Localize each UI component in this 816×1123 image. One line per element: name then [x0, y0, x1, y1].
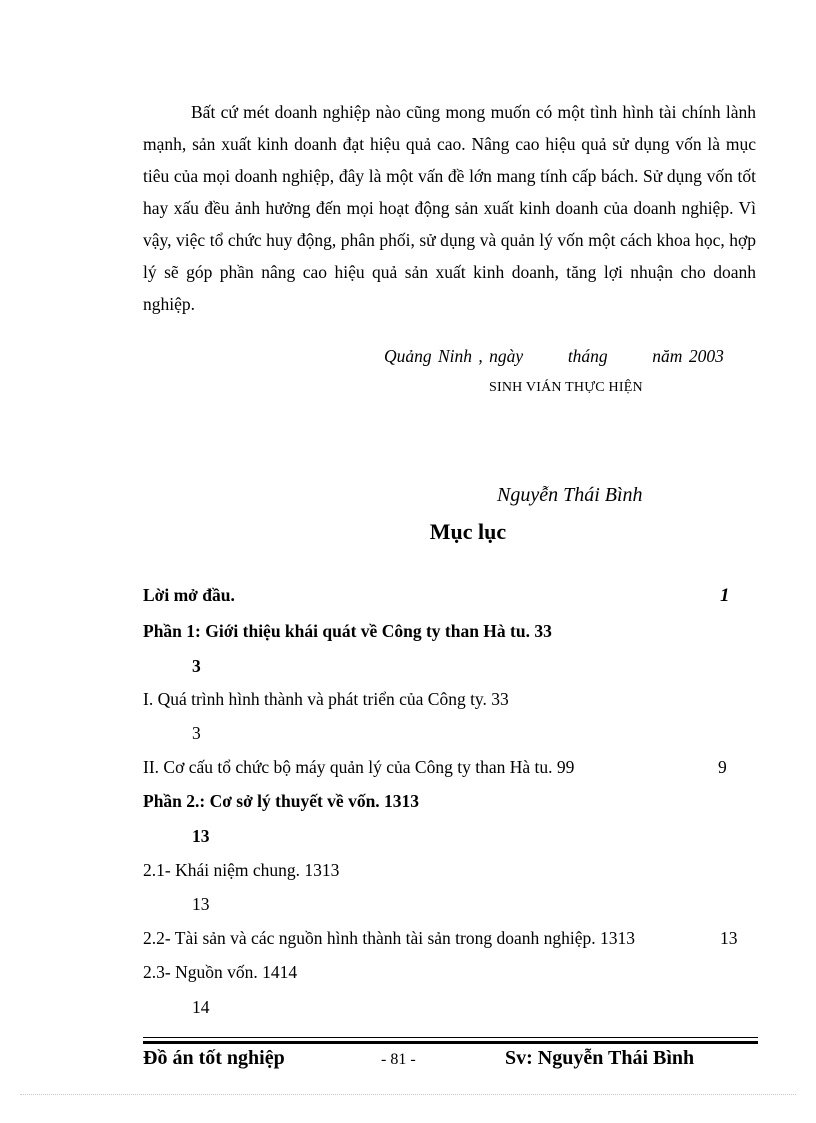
footer-rule-thick	[143, 1041, 758, 1044]
toc-page-section-1: 3	[192, 723, 201, 743]
intro-paragraph: Bất cứ mét doanh nghiệp nào cũng mong muốn có một tình hình tài chính lành mạnh, sản xuất kinh doanh đạt hiệu quả cao. Nâng cao hiệu quả sử dụng vốn là mục tiêu của mọi doanh nghiệp, đây là một vấn đề lớn mang tính cấp bách. Sử dụng vốn tốt hay xấu đều ảnh hưởng đến mọi hoạt động sản xuất kinh doanh của doanh nghiệp. Vì vậy, việc tổ chức huy động, phân phối, sử dụng và quản lý vốn một cách khoa học, hợp lý sẽ góp phần nâng cao hiệu quả sản xuất kinh doanh, tăng lợi nhuận cho doanh nghiệp.	[143, 102, 756, 314]
toc-page-2-3: 14	[192, 997, 210, 1017]
footer-rule-thin	[143, 1037, 758, 1038]
footer-doc-title: Đồ án tốt nghiệp	[143, 1047, 285, 1069]
toc-entry-2-1[interactable]: 2.1- Khái niệm chung. 1313	[143, 860, 340, 880]
place-date: Quảng Ninh , ngày tháng năm 2003	[384, 346, 724, 366]
toc-entry-intro[interactable]: Lời mở đầu.	[143, 585, 235, 605]
toc-entry-2-2[interactable]: 2.2- Tài sản và các nguồn hình thành tài sản trong doanh nghiệp. 1313	[143, 928, 635, 948]
toc-page-section-2: 9	[718, 757, 727, 777]
toc-page-2-1: 13	[192, 894, 210, 914]
signer-name: Nguyễn Thái Bình	[497, 484, 643, 506]
page-bottom-dotted-line	[20, 1094, 796, 1095]
toc-page-part1: 3	[192, 656, 201, 676]
toc-entry-section-2[interactable]: II. Cơ cấu tổ chức bộ máy quản lý của Công ty than Hà tu. 99	[143, 757, 575, 777]
toc-entry-2-3[interactable]: 2.3- Nguồn vốn. 1414	[143, 962, 298, 982]
toc-page-2-2: 13	[720, 928, 738, 948]
footer-author: Sv: Nguyễn Thái Bình	[505, 1047, 695, 1069]
toc-entry-part2[interactable]: Phần 2.: Cơ sở lý thuyết về vốn. 1313	[143, 791, 420, 811]
footer-page-number: - 81 -	[381, 1051, 416, 1068]
toc-entry-part1[interactable]: Phần 1: Giới thiệu khái quát về Công ty than Hà tu. 33	[143, 621, 552, 641]
toc-title: Mục lục	[429, 519, 507, 544]
toc-page-intro: 1	[720, 585, 730, 606]
toc-entry-section-1[interactable]: I. Quá trình hình thành và phát triển của Công ty. 33	[143, 689, 509, 709]
toc-page-part2: 13	[192, 826, 210, 846]
signer-role: SINH VIÁN THỰC HIỆN	[489, 380, 643, 395]
